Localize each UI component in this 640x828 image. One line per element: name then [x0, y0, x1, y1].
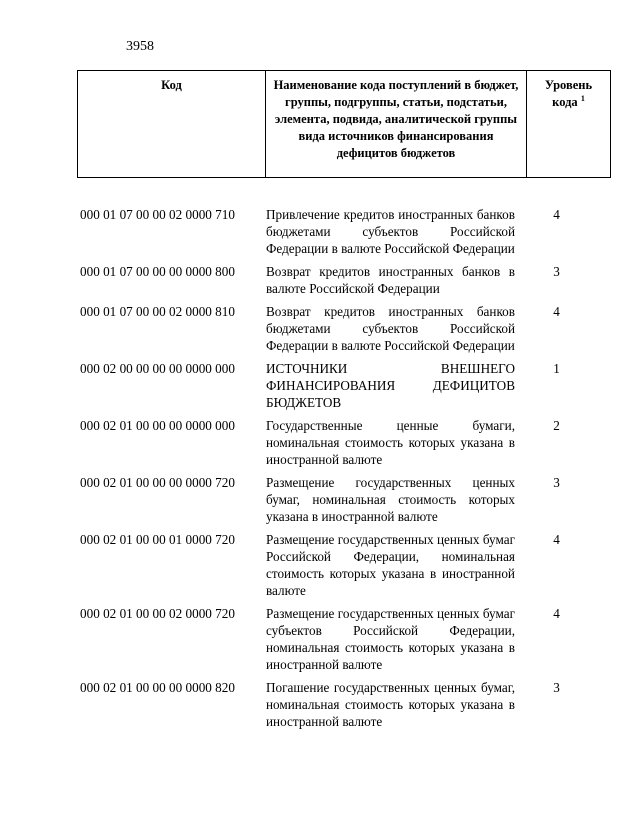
row-level: 4: [553, 304, 560, 319]
row-code: 000 02 01 00 00 02 0000 720: [80, 606, 235, 621]
code-table: [80, 206, 598, 736]
table-row: [80, 605, 598, 679]
row-level: 3: [553, 264, 560, 279]
row-level: 4: [553, 532, 560, 547]
row-name: Привлечение кредитов иностранных банков бюджетами субъектов Российской Федерации в валюте Российской Федерации: [266, 207, 515, 256]
table-row: [80, 531, 598, 605]
table-row: [80, 417, 598, 474]
header-name: Наименование кода поступлений в бюджет, группы, подгруппы, статьи, подстатьи, элемента, подвида, аналитической группы вида источников финансирования дефицитов бюджетов: [266, 71, 527, 178]
row-level: 3: [553, 475, 560, 490]
row-code: 000 02 01 00 00 00 0000 000: [80, 418, 235, 433]
row-name: Погашение государственных ценных бумаг, номинальная стоимость которых указана в иностранной валюте: [266, 680, 515, 729]
page-number: 3958: [126, 39, 154, 54]
row-name: Размещение государственных ценных бумаг Российской Федерации, номинальная стоимость которых указана в иностранной валюте: [266, 532, 515, 598]
row-code: 000 01 07 00 00 00 0000 800: [80, 264, 235, 279]
header-level-label: Уровень кода: [544, 78, 593, 109]
row-name: ИСТОЧНИКИ ВНЕШНЕГО ФИНАНСИРОВАНИЯ ДЕФИЦИТОВ БЮДЖЕТОВ: [266, 361, 515, 410]
row-code: 000 02 01 00 00 00 0000 820: [80, 680, 235, 695]
table-row: [80, 303, 598, 360]
row-code: 000 02 00 00 00 00 0000 000: [80, 361, 235, 376]
table-row: [80, 679, 598, 736]
row-level: 3: [553, 680, 560, 695]
row-level: 2: [553, 418, 560, 433]
header-level: [527, 71, 611, 178]
row-level: 4: [553, 207, 560, 222]
table-row: [80, 206, 598, 263]
row-code: 000 02 01 00 00 01 0000 720: [80, 532, 235, 547]
row-name: Государственные ценные бумаги, номинальная стоимость которых указана в иностранной валюте: [266, 418, 515, 467]
header-code: Код: [78, 71, 266, 178]
row-code: 000 01 07 00 00 02 0000 810: [80, 304, 235, 319]
table-header: [77, 70, 611, 178]
table-row: [80, 263, 598, 303]
row-name: Возврат кредитов иностранных банков в валюте Российской Федерации: [266, 264, 515, 296]
row-name: Возврат кредитов иностранных банков бюджетами субъектов Российской Федерации в валюте Российской Федерации: [266, 304, 515, 353]
footnote-marker: 1: [580, 93, 585, 103]
row-level: 4: [553, 606, 560, 621]
row-code: 000 02 01 00 00 00 0000 720: [80, 475, 235, 490]
row-code: 000 01 07 00 00 02 0000 710: [80, 207, 235, 222]
table-row: [80, 474, 598, 531]
row-name: Размещение государственных ценных бумаг, номинальная стоимость которых указана в иностранной валюте: [266, 475, 515, 524]
row-name: Размещение государственных ценных бумаг субъектов Российской Федерации, номинальная стоимость которых указана в иностранной валюте: [266, 606, 515, 672]
row-level: 1: [553, 361, 560, 376]
table-row: [80, 360, 598, 417]
